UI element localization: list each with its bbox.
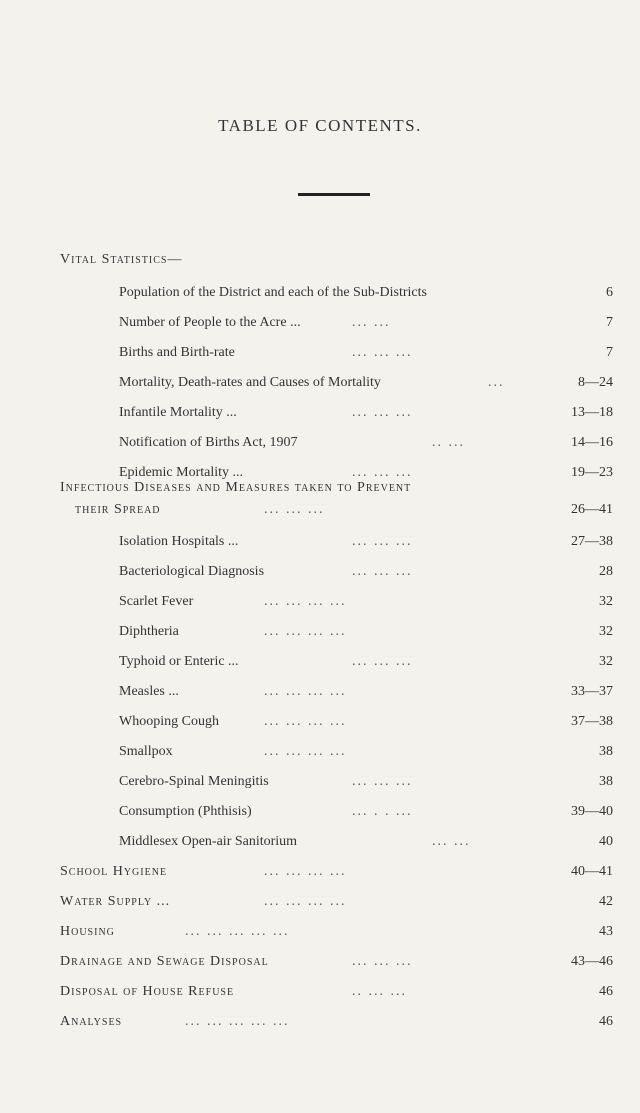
toc-entry-leader: ... ... ... ... [264,744,347,759]
toc-entry-page: 37—38 [571,714,613,729]
toc-entry-page: 39—40 [571,804,613,819]
toc-entry-label: Typhoid or Enteric ... [119,654,239,669]
toc-entry-page: 43—46 [571,954,613,969]
toc-entry [0,954,640,976]
toc-entry-leader: ... . . ... [352,804,413,819]
toc-entry-leader: ... ... ... ... [264,894,347,909]
toc-entry-label: Whooping Cough [119,714,219,729]
toc-entry-leader: ... ... ... [352,465,413,480]
toc-entry-label: Measles ... [119,684,179,699]
toc-entry [0,804,640,826]
toc-entry [0,405,640,427]
toc-entry-label: Bacteriological Diagnosis [119,564,265,579]
toc-entry [0,684,640,706]
toc-entry-leader: ... ... ... ... [264,594,347,609]
toc-entry-page: 40 [599,834,613,849]
toc-entry-label: Infectious Diseases and Measures taken to Prevent [60,480,412,495]
toc-entry [0,624,640,646]
toc-entry-label: their Spread [75,502,161,517]
toc-entry-label: Middlesex Open-air Sanitorium [119,834,298,849]
toc-entry-page: 32 [599,594,613,609]
toc-entry [0,315,640,337]
toc-entry [0,714,640,736]
toc-entry-leader: ... ... ... ... [264,684,347,699]
toc-entry [0,285,640,307]
toc-entry-page: 7 [606,315,613,330]
toc-entry-page: 7 [606,345,613,360]
toc-entry-page: 32 [599,654,613,669]
toc-entry [0,774,640,796]
toc-entry [0,654,640,676]
toc-entry-page: 46 [599,1014,613,1029]
toc-entry-label: Water Supply ... [60,894,171,909]
toc-entry-label: Smallpox [119,744,173,759]
toc-entry-leader: ... ... ... [352,774,413,789]
toc-entry [0,252,640,274]
toc-entry-page: 6 [606,285,613,300]
toc-entry-page: 27—38 [571,534,613,549]
toc-entry-leader: ... ... ... [352,534,413,549]
toc-entry-page: 32 [599,624,613,639]
toc-entry-page: 19—23 [571,465,613,480]
toc-entry [0,534,640,556]
toc-entry-label: Notification of Births Act, 1907 [119,435,298,450]
toc-entry-leader: .. ... ... [352,984,407,999]
toc-entry [0,480,640,502]
toc-entry-label: Isolation Hospitals ... [119,534,239,549]
toc-entry-page: 46 [599,984,613,999]
toc-entry-leader: ... ... ... ... [264,864,347,879]
toc-entry-label: Drainage and Sewage Disposal [60,954,269,969]
toc-entry [0,435,640,457]
toc-entry-label: Mortality, Death-rates and Causes of Mortality [119,375,381,390]
toc-entry-label: Epidemic Mortality ... [119,465,244,480]
toc-entry-leader: ... ... [352,315,391,330]
toc-entry-leader: ... ... ... ... [264,714,347,729]
toc-entry [0,744,640,766]
toc-entry-leader: ... ... ... ... ... [185,1014,290,1029]
toc-entry [0,984,640,1006]
toc-entry-label: Cerebro-Spinal Meningitis [119,774,269,789]
toc-entry-page: 43 [599,924,613,939]
toc-entry-label: Diphtheria [119,624,179,639]
toc-entry [0,834,640,856]
toc-entry-label: Analyses [60,1014,123,1029]
toc-entry-label: Scarlet Fever [119,594,194,609]
toc-entry-label: Vital Statistics— [60,252,183,267]
toc-entry-leader: .. ... [432,435,465,450]
page-title: TABLE OF CONTENTS. [218,116,422,135]
toc-entry-leader: ... ... ... ... [264,624,347,639]
toc-entry-page: 26—41 [571,502,613,517]
toc-entry [0,345,640,367]
toc-entry-label: School Hygiene [60,864,168,879]
toc-entry-leader: ... ... ... [264,502,325,517]
toc-entry [0,894,640,916]
toc-entry-leader: ... ... ... ... ... [185,924,290,939]
toc-entry [0,864,640,886]
toc-entry [0,375,640,397]
toc-entry-leader: ... ... ... [352,654,413,669]
toc-entry-label: Population of the District and each of the Sub-Districts [119,285,427,300]
toc-entry [0,502,640,524]
toc-entry-label: Housing [60,924,115,939]
toc-entry [0,594,640,616]
toc-entry-page: 40—41 [571,864,613,879]
toc-entry [0,564,640,586]
toc-entry-leader: ... [488,375,505,390]
toc-entry-page: 38 [599,774,613,789]
toc-entry [0,1014,640,1036]
toc-entry-leader: ... ... ... [352,954,413,969]
toc-entry-page: 33—37 [571,684,613,699]
toc-entry [0,924,640,946]
toc-entry-label: Infantile Mortality ... [119,405,237,420]
toc-entry-page: 14—16 [571,435,613,450]
toc-entry-page: 38 [599,744,613,759]
title-rule [298,193,370,196]
toc-entry-label: Number of People to the Acre ... [119,315,301,330]
toc-entry-label: Disposal of House Refuse [60,984,235,999]
toc-entry-page: 28 [599,564,613,579]
toc-entry-leader: ... ... ... [352,405,413,420]
toc-entry-page: 42 [599,894,613,909]
toc-entry-leader: ... ... ... [352,564,413,579]
toc-entry-page: 8—24 [578,375,613,390]
toc-entry-page: 13—18 [571,405,613,420]
toc-entry-label: Consumption (Phthisis) [119,804,252,819]
toc-entry-leader: ... ... [432,834,471,849]
toc-entry-label: Births and Birth-rate [119,345,235,360]
toc-entry-leader: ... ... ... [352,345,413,360]
